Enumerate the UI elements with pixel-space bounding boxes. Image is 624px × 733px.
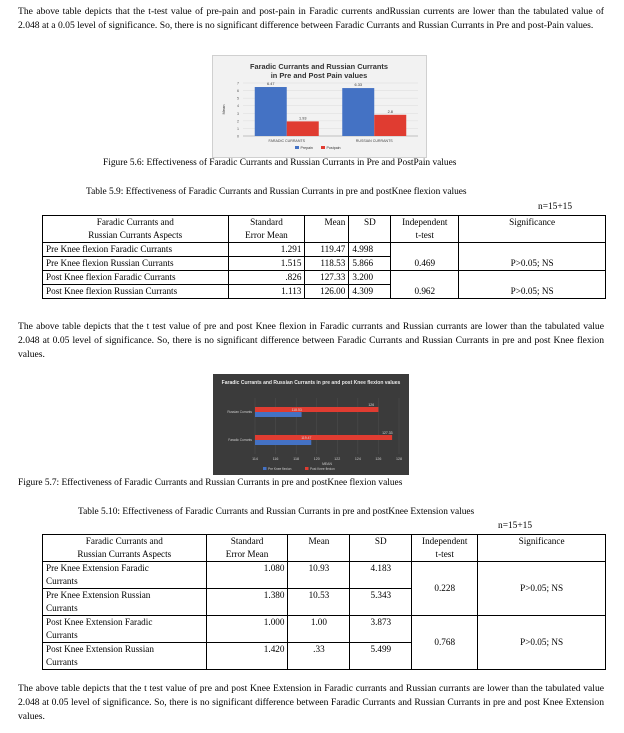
cell-se: 1.000	[206, 616, 288, 643]
y-tick-label: 4	[237, 104, 239, 109]
cell-mean: 1.00	[288, 616, 350, 643]
table-5-10-n-note: n=15+15	[498, 521, 533, 531]
y-tick-label: 0	[237, 134, 239, 139]
cell-aspect: Pre Knee flexion Russian Currants	[43, 257, 229, 271]
bar	[255, 407, 378, 412]
header-mean: Mean	[305, 216, 349, 243]
header-aspect: Faradic Currants and	[96, 217, 174, 227]
cell-sd: 4.183	[350, 562, 412, 589]
x-tick-label: RUSSIAN CURRANTS	[355, 139, 393, 143]
cell-pre-significance: P>0.05; NS	[459, 257, 606, 271]
bar	[255, 435, 392, 440]
cell-aspect: Pre Knee Extension Russian	[46, 590, 151, 600]
table-header-row	[43, 216, 606, 243]
x-tick-label: 126	[375, 457, 382, 461]
cell-se: 1.420	[206, 643, 288, 670]
bar	[342, 88, 374, 136]
cell-pre-t-test: 0.228	[412, 562, 478, 616]
header-t-test: Independent	[422, 536, 468, 546]
header-significance: Significance	[478, 535, 606, 562]
legend-label: Pre Knee flexion	[268, 467, 292, 471]
knee-extension-paragraph: The above table depicts that the t test value of pre and post Knee Extension in Faradic currants and Russian currants are lower than the tabulated value 2.048 at 0.05 level of significance. So, there is no significant difference between Faradic Currants and Russian Currants in pre and post Knee Extension values.	[18, 683, 604, 722]
cell-se: 1.515	[228, 257, 305, 271]
y-tick-label: Russian Currants	[227, 410, 252, 414]
cell-mean: 127.33	[305, 271, 349, 285]
header-mean: Mean	[288, 535, 350, 562]
table-header-row	[43, 535, 606, 562]
legend-swatch	[263, 467, 267, 470]
bar	[255, 412, 302, 417]
x-tick-label: 118	[293, 457, 300, 461]
x-tick-label: FARADIC CURRANTS	[268, 139, 306, 143]
header-aspect-line2: Russian Currants Aspects	[77, 549, 172, 559]
y-tick-label: Faradic Currants	[228, 438, 252, 442]
y-tick-label: 7	[237, 81, 239, 86]
data-label: 2.8	[387, 109, 393, 114]
y-tick-label: 6	[237, 89, 239, 94]
cell-pre-t-test: 0.469	[391, 257, 459, 271]
cell-aspect: Post Knee flexion Faradic Currants	[43, 271, 229, 285]
legend-swatch	[321, 146, 325, 149]
cell-post-significance: P>0.05; NS	[459, 285, 606, 299]
cell-post-t-test: 0.768	[412, 616, 478, 670]
cell-aspect: Post Knee Extension Russian	[46, 644, 154, 654]
chart-title: Faradic Currants and Russian Currants in pre and post Knee flexion values	[221, 380, 401, 386]
chart-title-line2: in Pre and Post Pain values	[270, 71, 368, 80]
knee-extension-table	[42, 534, 606, 670]
knee-flexion-paragraph: The above table depicts that the t test value of pre and post Knee flexion in Faradic currants and Russian currants are lower than the tabulated value 2.048 at 0.05 level of significance. So, there is no significant difference between Faradic Currants and Russian Currants in pre and post Knee flexion values.	[18, 321, 604, 360]
table-row	[43, 243, 606, 257]
data-label: 6.47	[267, 82, 275, 87]
x-tick-label: 114	[252, 457, 258, 461]
cell-se: 1.080	[206, 562, 288, 589]
header-t-test-line2: t-test	[435, 549, 454, 559]
cell-aspect: Pre Knee Extension Faradic	[46, 563, 149, 573]
cell-mean: 10.93	[288, 562, 350, 589]
cell-se: 1.291	[228, 243, 305, 257]
bar	[287, 121, 319, 136]
cell-post-t-test: 0.962	[391, 285, 459, 299]
cell-sd: 4.998	[349, 243, 391, 257]
y-tick-label: 3	[237, 111, 239, 116]
y-tick-label: 2	[237, 119, 239, 124]
cell-mean: 126.00	[305, 285, 349, 299]
figure-knee-flexion-chart	[213, 374, 409, 475]
knee-flexion-bar-chart	[213, 374, 409, 475]
x-tick-label: 122	[334, 457, 341, 461]
figure-5-6-caption: Figure 5.6: Effectiveness of Faradic Currants and Russian Currants in Pre and PostPain values	[103, 158, 457, 168]
data-label: 118.53	[291, 408, 302, 412]
data-label: 1.93	[299, 116, 307, 121]
figure-5-7-caption: Figure 5.7: Effectiveness of Faradic Currants and Russian Currants in pre and postKnee flexion values	[18, 478, 403, 488]
data-label: 6.33	[354, 83, 362, 88]
table-5-9-n-note: n=15+15	[538, 202, 573, 212]
cell-se: 1.380	[206, 589, 288, 616]
bar	[255, 87, 287, 136]
header-standard-error: Standard	[230, 536, 264, 546]
cell-sd: 5.343	[350, 589, 412, 616]
cell-mean: 10.53	[288, 589, 350, 616]
y-tick-label: 1	[237, 126, 239, 131]
pain-bar-chart	[213, 56, 426, 157]
cell-sd: 3.200	[349, 271, 391, 285]
x-tick-label: 120	[313, 457, 320, 461]
header-sd: SD	[350, 535, 412, 562]
cell-post-significance: P>0.05; NS	[478, 616, 606, 670]
cell-mean: 119.47	[305, 243, 349, 257]
data-label: 127.33	[382, 431, 393, 435]
cell-se: 1.113	[228, 285, 305, 299]
cell-mean: .33	[288, 643, 350, 670]
header-standard-error-line2: Error Mean	[245, 230, 288, 240]
cell-aspect-line2: Currants	[46, 630, 78, 640]
data-label: 126	[368, 403, 375, 407]
cell-aspect: Pre Knee flexion Faradic Currants	[43, 243, 229, 257]
intro-paragraph: The above table depicts that the t-test value of pre-pain and post-pain in Faradic currents andRussian currents are lower than the tabulated value of 2.048 at a 0.05 level of significance. So, there is no significant difference between Faradic Currants and Russian Currants in Pre and post-Pain values.	[18, 6, 604, 31]
legend-label: Prepain	[300, 146, 313, 150]
knee-flexion-table	[42, 215, 606, 299]
cell-aspect-line2: Currants	[46, 603, 78, 613]
cell-sd: 5.866	[349, 257, 391, 271]
cell-pre-significance: P>0.05; NS	[478, 562, 606, 616]
header-standard-error: Standard	[250, 217, 283, 227]
cell-sd: 4.309	[349, 285, 391, 299]
cell-sd: 5.499	[350, 643, 412, 670]
header-aspect-line2: Russian Currants Aspects	[88, 230, 183, 240]
header-t-test-line2: t-test	[415, 230, 434, 240]
cell-aspect-line2: Currants	[46, 657, 78, 667]
table-row	[43, 285, 606, 299]
x-tick-label: 124	[354, 457, 361, 461]
figure-pain-chart	[212, 55, 427, 158]
table-row	[43, 257, 606, 271]
table-5-10-caption: Table 5.10: Effectiveness of Faradic Currants and Russian Currants in pre and postKnee Extension values	[78, 507, 475, 517]
y-tick-label: 5	[237, 96, 239, 101]
cell-se: .826	[228, 271, 305, 285]
table-row	[43, 271, 606, 285]
legend-label: Post Knee flexion	[310, 467, 335, 471]
legend-swatch	[305, 467, 309, 470]
cell-aspect-line2: Currants	[46, 576, 78, 586]
x-tick-label: 128	[396, 457, 402, 461]
legend-swatch	[295, 146, 299, 149]
bar	[255, 440, 311, 445]
cell-mean: 118.53	[305, 257, 349, 271]
x-axis-label: MEAN	[322, 462, 332, 466]
header-t-test: Independent	[402, 217, 448, 227]
cell-aspect: Post Knee flexion Russian Currants	[43, 285, 229, 299]
table-row	[43, 562, 606, 589]
header-standard-error-line2: Error Mean	[225, 549, 269, 559]
bar	[374, 115, 406, 136]
y-axis-label: Mean	[221, 104, 226, 115]
header-significance: Significance	[459, 216, 606, 243]
table-5-9-caption: Table 5.9: Effectiveness of Faradic Currants and Russian Currants in pre and postKnee flexion values	[86, 187, 467, 197]
x-tick-label: 116	[272, 457, 279, 461]
legend-label: Postpain	[326, 146, 341, 150]
data-label: 119.47	[301, 436, 312, 440]
chart-title: Faradic Currants and Russian Currants	[250, 62, 388, 71]
table-row	[43, 616, 606, 643]
header-aspect: Faradic Currants and	[85, 536, 163, 546]
cell-aspect: Post Knee Extension Faradic	[46, 617, 153, 627]
cell-sd: 3.873	[350, 616, 412, 643]
header-sd: SD	[349, 216, 391, 243]
